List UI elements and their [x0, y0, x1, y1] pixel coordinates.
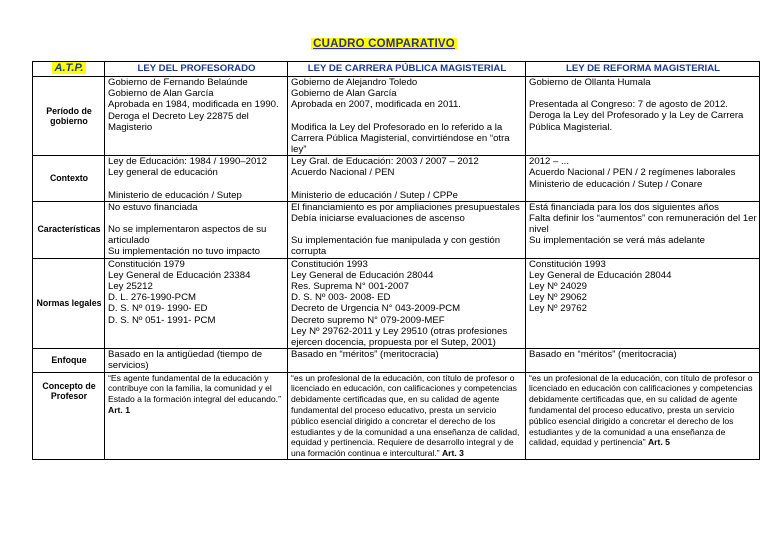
- table-row: [33, 349, 760, 372]
- cell-periodo-c1: [105, 77, 288, 156]
- cell-line: D. S. Nº 003- 2008- ED: [291, 292, 391, 304]
- header-ley-carrera-publica: LEY DE CARRERA PÚBLICA MAGISTERIAL: [288, 62, 526, 77]
- header-row: [33, 62, 760, 77]
- cell-line: Aprobada en 1984, modificada en 1990.: [108, 99, 279, 111]
- cell-line: Constitución 1979: [108, 258, 185, 270]
- cell-periodo-c2: [288, 77, 526, 156]
- table-row: [33, 77, 760, 156]
- cell-line: Ley General de Educación 28044: [291, 269, 434, 281]
- cell-line: Ley Nº 29762: [529, 303, 587, 315]
- cell-line: Decreto de Urgencia N° 043-2009-PCM: [291, 303, 461, 315]
- cell-contexto-c2: [288, 156, 526, 202]
- cell-line: D. S. Nº 019- 1990- ED: [108, 303, 208, 315]
- cell-line: Ley 25212: [108, 281, 153, 293]
- cell-line: No se implementaron aspectos de su articulado: [108, 224, 267, 247]
- cell-line: Acuerdo Nacional / PEN / 2 regímenes laborales: [529, 167, 736, 179]
- cell-line: 2012 – ...: [529, 156, 570, 168]
- cell-line: Ley Nº 29762-2011 y Ley 29510 (otras profesiones ejercen docencia, propuesta por el Sutep, 2001): [291, 325, 508, 349]
- cell-enfoque-c3: Basado en “méritos” (meritocracia): [526, 349, 760, 372]
- cell-line: Decreto supremo N° 079-2009-MEF: [291, 314, 445, 326]
- cell-line: Deroga el Decreto Ley 22875 del Magisterio: [108, 110, 249, 133]
- header-ley-reforma: LEY DE REFORMA MAGISTERIAL: [526, 62, 760, 77]
- cell-line: Su implementación no tuvo impacto: [108, 246, 260, 258]
- cell-line: Ley General de Educación 28044: [529, 269, 672, 281]
- cell-line: No estuvo financiada: [108, 201, 198, 213]
- row-label-contexto: Contexto: [33, 156, 105, 202]
- cell-line: Ley General de Educación 23384: [108, 269, 251, 281]
- concepto-text: “es un profesional de la educación, con título de profesor o licenciado en educación, con calificaciones y competencias debidamente certificadas que, en su calidad de agente fundamental del proceso educativo, presta un servicio público esencial dirigido a concretar el derecho de los estudiantes y de la comunidad a una enseñanza de calidad, equidad y pertinencia. Requiere de desarrollo integral y de una formación continua e intercultural.”: [291, 372, 520, 459]
- article-citation: Art. 1: [108, 405, 130, 416]
- cell-line: Constitución 1993: [291, 258, 368, 270]
- cell-line: Ley Nº 29062: [529, 292, 587, 304]
- cell-line: Ministerio de educación / Sutep / Conare: [529, 178, 703, 190]
- row-label-normas: Normas legales: [33, 258, 105, 349]
- document-title: CUADRO COMPARATIVO: [313, 38, 455, 50]
- cell-line: Gobierno de Alan García: [291, 88, 397, 100]
- cell-line: El financiamiento es por ampliaciones presupuestales: [291, 201, 520, 213]
- cell-normas-c2: [288, 258, 526, 349]
- cell-contexto-c3: [526, 156, 760, 202]
- cell-line: Su implementación fue manipulada y con gestión corrupta: [291, 235, 501, 258]
- cell-normas-c1: [105, 258, 288, 349]
- cell-line: Gobierno de Alejandro Toledo: [291, 77, 418, 88]
- concepto-text: “Es agente fundamental de la educación y contribuye con la familia, la comunidad y el Estado a la formación integral del educando.”: [108, 372, 281, 405]
- cell-line: D. L. 276-1990-PCM: [108, 292, 196, 304]
- cell-line: Constitución 1993: [529, 258, 606, 270]
- cell-normas-c3: [526, 258, 760, 349]
- cell-line: Gobierno de Alan García: [108, 88, 214, 100]
- cell-line: Ley de Educación: 1984 / 1990–2012: [108, 156, 267, 168]
- cell-line: Debía iniciarse evaluaciones de ascenso: [291, 213, 465, 225]
- cell-line: Res. Suprema N° 001-2007: [291, 281, 409, 293]
- cell-line: Ley Gral. de Educación: 2003 / 2007 – 2012: [291, 156, 479, 168]
- cell-contexto-c1: [105, 156, 288, 202]
- cell-line: Ley Nº 24029: [529, 281, 587, 293]
- cell-line: Presentada al Congreso: 7 de agosto de 2012.: [529, 99, 728, 111]
- table-row: [33, 201, 760, 258]
- row-label-periodo: Período de gobierno: [33, 77, 105, 156]
- cell-line: Acuerdo Nacional / PEN: [291, 167, 395, 179]
- cell-line: Está financiada para los dos siguientes años: [529, 201, 719, 213]
- row-label-caracteristicas: Características: [33, 201, 105, 258]
- cell-line: Ministerio de educación / Sutep / CPPe: [291, 189, 458, 201]
- cell-line: Ministerio de educación / Sutep: [108, 189, 242, 201]
- cell-enfoque-c1: Basado en la antigüedad (tiempo de servicios): [105, 349, 288, 372]
- cell-caracteristicas-c1: [105, 201, 288, 258]
- article-citation: Art. 5: [647, 437, 670, 448]
- article-citation: Art. 3: [441, 448, 464, 459]
- cell-line: Falta definir los “aumentos” con remuneración del 1er nivel: [529, 213, 757, 236]
- comparison-table: [32, 61, 760, 460]
- row-label-enfoque: Enfoque: [33, 349, 105, 372]
- cell-concepto-c3: [526, 372, 760, 459]
- cell-line: Su implementación se verá más adelante: [529, 235, 705, 247]
- table-row: [33, 258, 760, 349]
- cell-line: Deroga la Ley del Profesorado y la Ley de Carrera Pública Magisterial.: [529, 110, 744, 133]
- cell-concepto-c2: [288, 372, 526, 459]
- cell-line: Ley general de educación: [108, 167, 218, 179]
- cell-caracteristicas-c2: [288, 201, 526, 258]
- cell-line: D. S. Nº 051- 1991- PCM: [108, 314, 216, 326]
- cell-concepto-c1: [105, 372, 288, 459]
- cell-line: Modifica la Ley del Profesorado en lo referido a la Carrera Pública Magisterial, convirtiéndose en “otra ley”: [291, 121, 510, 156]
- table-row: [33, 372, 760, 459]
- header-ley-profesorado: LEY DEL PROFESORADO: [105, 62, 288, 77]
- cell-enfoque-c2: Basado en “méritos” (meritocracia): [288, 349, 526, 372]
- cell-line: Gobierno de Ollanta Humala: [529, 77, 651, 88]
- cell-line: Gobierno de Fernando Belaúnde: [108, 77, 248, 88]
- cell-caracteristicas-c3: [526, 201, 760, 258]
- cell-periodo-c3: [526, 77, 760, 156]
- cell-line: Aprobada en 2007, modificada en 2011.: [291, 99, 461, 111]
- table-row: [33, 156, 760, 202]
- concepto-text: “es un profesional de la educación, con título de profesor o licenciado en educación con calificaciones y competencias debidamente certificadas que, en su calidad de agente fundamental del proceso educativo, presta un servicio público esencial dirigido a concretar el derecho de los estudiantes y de la comunidad a una enseñanza de calidad, equidad y pertinencia”: [529, 372, 753, 448]
- header-atp: A.T.P.: [33, 62, 105, 77]
- row-label-concepto: Concepto de Profesor: [33, 372, 105, 459]
